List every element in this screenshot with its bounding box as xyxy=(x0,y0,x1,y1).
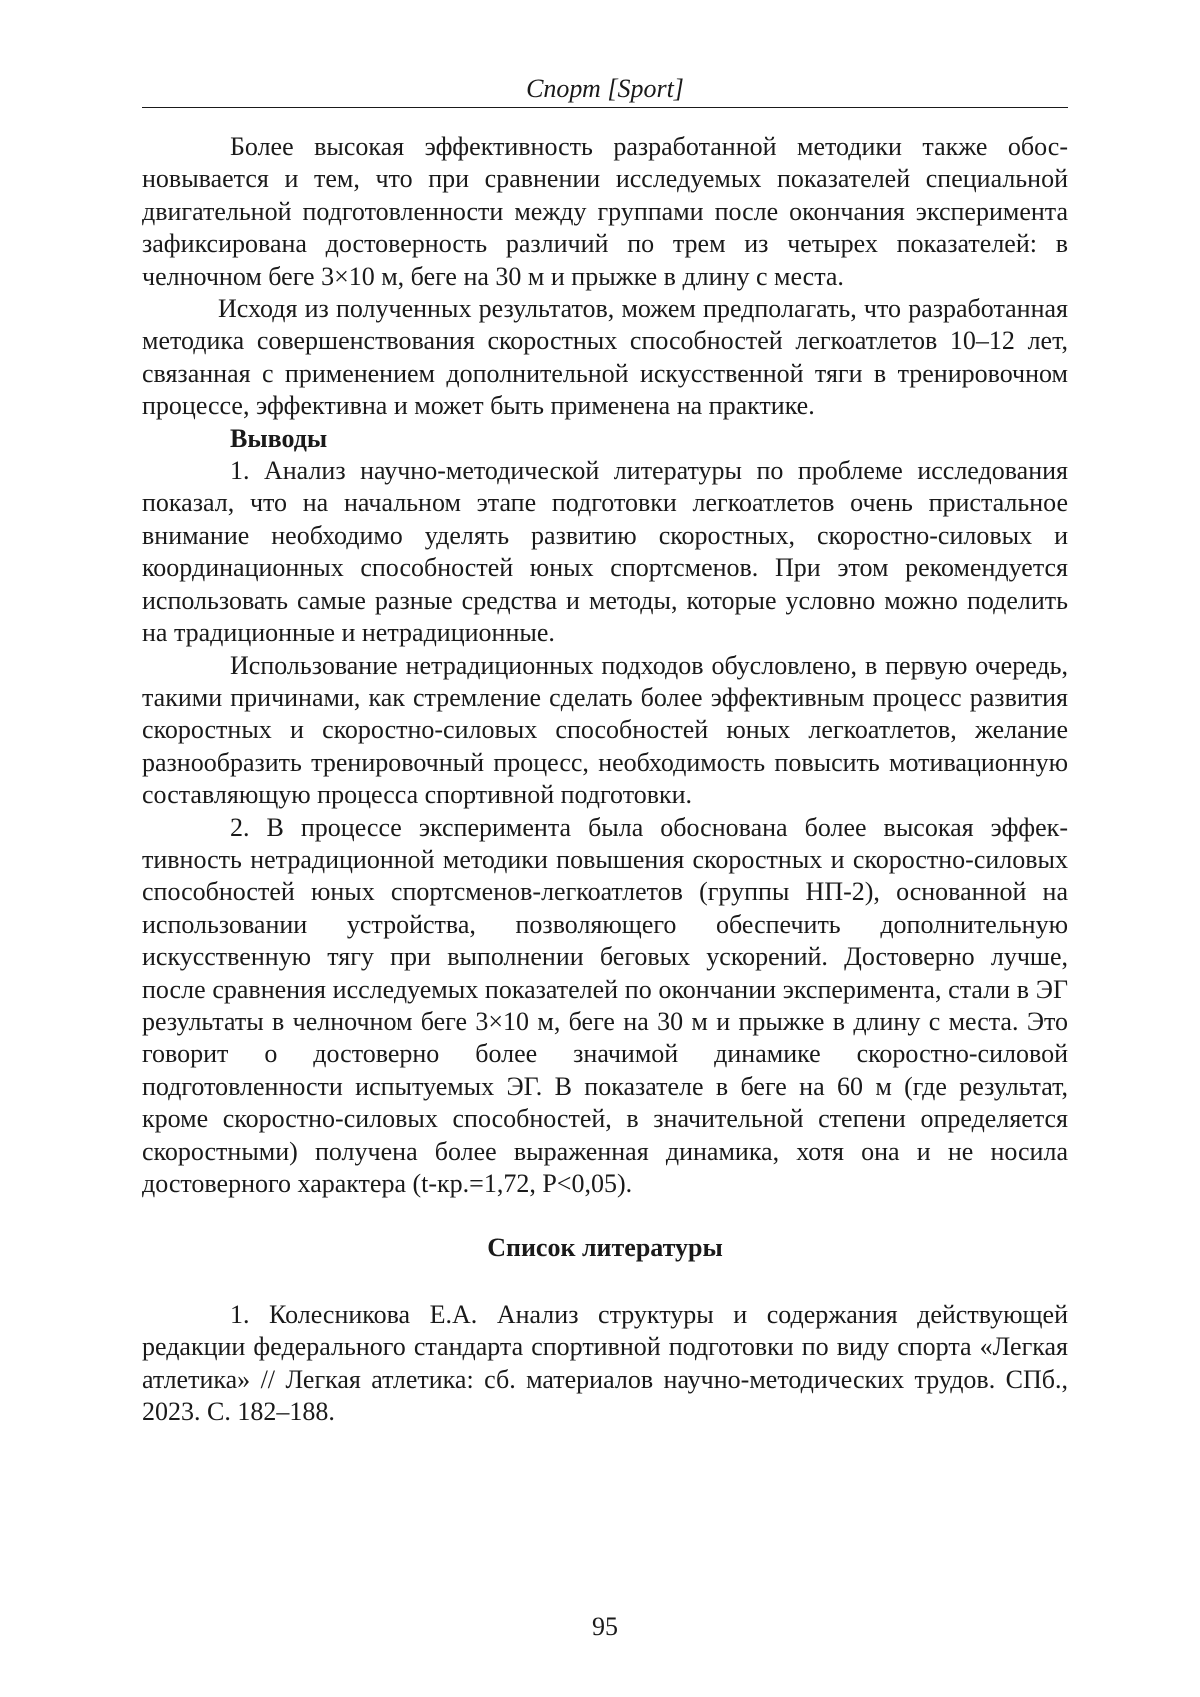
page-number: 95 xyxy=(592,1612,618,1641)
conclusion-item: Использование нетрадиционных подходов обусловлено, в первую очередь, такими причинами, как стремление сделать более эффективным процесс развития скоростных и скоростно-силовых способностей юных легкоатлетов, желание разнообразить тренировочный процесс, необходимость повысить мотивационную составляющую процесса спортивной подготовки. xyxy=(142,650,1068,810)
reference-item: 1. Колесникова Е.А. Анализ структуры и содержания действующей редакции федерального стандарта спортивной подготовки по виду спорта «Легкая атлетика» // Легкая атлетика: сб. материалов научно-методических трудов. СПб., 2023. С. 182–188. xyxy=(142,1299,1068,1427)
running-header: Спорт [Sport] xyxy=(526,74,684,103)
conclusions-heading: Выводы xyxy=(230,423,328,453)
conclusion-item: 2. В процессе эксперимента была обоснована более высокая эффективность нетрадиционной методики повышения скоростных и скоростно-силовых способностей юных спортсменов-легкоатлетов (группы НП-2), основанной на использовании устройства, позволяющего обеспечить дополнительную искусственную тягу при выполнении беговых ускорений. Достоверно лучше, после сравнения исследуемых показателей по окончании эксперимента, стали в ЭГ результаты в челночном беге 3×10 м, беге на 30 м и прыжке в длину с места. Это говорит о достоверно более значимой динамике скоростно-силовой подготовленности испытуемых ЭГ. В показателе в беге на 60 м (где результат, кроме скоростно-силовых способностей, в значительной степени определяется скоростными) получена более выраженная динамика, хотя она и не носила достоверного характера (t-кр.=1,72, P<0,05). xyxy=(142,812,1068,1198)
header-rule xyxy=(142,107,1068,108)
article-body xyxy=(142,131,1068,1428)
body-paragraph: Более высокая эффективность разработанной методики также обосновывается и тем, что при сравнении исследуемых показателей специальной двигательной подготовленности между группами после окончания эксперимента зафиксирована достоверность различий по трем из четырех показателей: в челночном беге 3×10 м, беге на 30 м и прыжке в длину с места. xyxy=(142,132,1068,291)
body-paragraph: Исходя из полученных результатов, можем предполагать, что разработанная методика совершенствования скоростных способностей легкоатлетов 10–12 лет, связанная с применением дополнительной искусственной тяги в тренировочном процессе, эффективна и может быть применена на практике. xyxy=(142,294,1068,421)
section-spacer xyxy=(142,1200,1068,1232)
conclusion-item: 1. Анализ научно-методической литературы по проблеме исследования показал, что на начальном этапе подготовки легкоатлетов очень пристальное внимание необходимо уделять развитию скоростных, скоростно-силовых и координационных способностей юных спортсменов. При этом рекомендуется использовать самые разные средства и методы, которые условно можно поделить на традиционные и нетрадиционные. xyxy=(142,456,1068,648)
section-spacer xyxy=(142,1265,1068,1299)
references-heading: Список литературы xyxy=(487,1233,723,1263)
